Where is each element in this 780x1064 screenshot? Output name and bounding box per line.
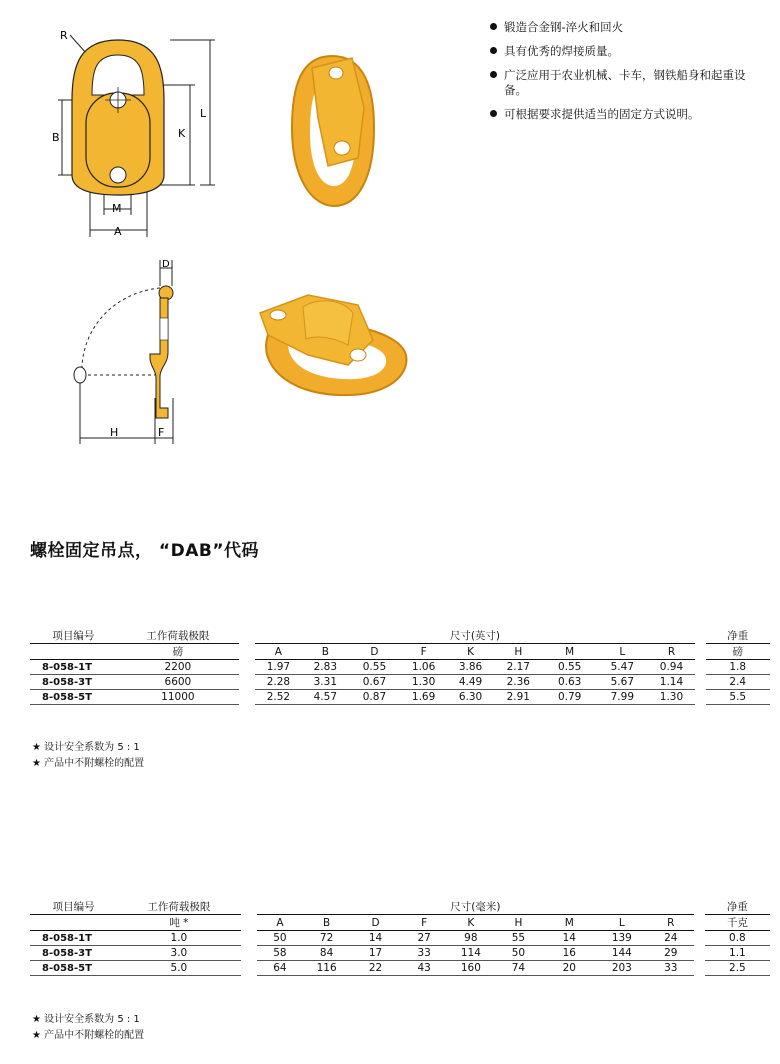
- table-row: [30, 946, 770, 961]
- notes-metric: [32, 1012, 144, 1044]
- col-r: R: [648, 915, 694, 931]
- note-bolts-not-included: ★ 产品中不附螺栓的配置: [32, 1030, 145, 1041]
- col-f: F: [401, 915, 447, 931]
- product-photo-angled: [248, 285, 418, 400]
- unit-weight: 千克: [705, 915, 770, 931]
- cell-wll: 6600: [117, 675, 239, 690]
- cell-dim: 2.52: [255, 690, 302, 705]
- cell-dim: 5.67: [597, 675, 648, 690]
- label-m: M: [112, 202, 122, 215]
- cell-dim: 74: [494, 961, 542, 976]
- note-safety-factor: ★ 设计安全系数为 5 : 1: [32, 742, 140, 753]
- cell-wll: 1.0: [117, 931, 240, 946]
- front-view-drawing: [40, 25, 230, 240]
- spec-table-imperial: [30, 628, 770, 705]
- cell-dim: 2.36: [494, 675, 543, 690]
- side-view-drawing: [60, 258, 210, 458]
- table-row: [30, 961, 770, 976]
- col-r: R: [648, 644, 695, 660]
- header-weight: 净重: [727, 630, 749, 642]
- cell-wll: 3.0: [117, 946, 240, 961]
- cell-dim: 14: [543, 931, 597, 946]
- cell-wll: 5.0: [117, 961, 240, 976]
- header-code: 项目编号: [52, 901, 95, 913]
- table-row: [30, 675, 770, 690]
- label-h: H: [110, 426, 119, 439]
- spec-table-metric: [30, 899, 770, 976]
- unit-wll: 磅: [117, 644, 239, 660]
- feature-item: 广泛应用于农业机械、卡车，钢铁船身和起重设备。: [490, 68, 760, 98]
- cell-dim: 84: [303, 946, 350, 961]
- cell-dim: 1.30: [648, 690, 695, 705]
- col-m: M: [543, 915, 597, 931]
- cell-wll: 11000: [117, 690, 239, 705]
- cell-dim: 1.06: [400, 660, 447, 675]
- note-bolts-not-included: ★ 产品中不附螺栓的配置: [32, 758, 145, 769]
- label-a: A: [114, 225, 122, 238]
- cell-dim: 0.63: [543, 675, 597, 690]
- col-k: K: [447, 915, 494, 931]
- cell-dim: 43: [401, 961, 447, 976]
- cell-dim: 24: [648, 931, 694, 946]
- col-h: H: [494, 915, 542, 931]
- cell-code: 8-058-1T: [30, 931, 117, 946]
- cell-code: 8-058-3T: [30, 675, 117, 690]
- col-d: D: [350, 915, 401, 931]
- cell-code: 8-058-5T: [30, 961, 117, 976]
- cell-dim: 50: [494, 946, 542, 961]
- feature-list: [490, 20, 760, 131]
- cell-dim: 2.83: [302, 660, 349, 675]
- unit-weight: 磅: [706, 644, 770, 660]
- cell-dim: 4.49: [447, 675, 494, 690]
- product-photo-front: [272, 48, 392, 213]
- col-a: A: [255, 644, 302, 660]
- cell-dim: 0.67: [349, 675, 400, 690]
- header-dims: 尺寸(英寸): [449, 630, 501, 642]
- cell-dim: 0.79: [543, 690, 597, 705]
- cell-dim: 1.14: [648, 675, 695, 690]
- cell-dim: 33: [401, 946, 447, 961]
- cell-dim: 0.94: [648, 660, 695, 675]
- label-f: F: [158, 426, 165, 439]
- cell-dim: 2.91: [494, 690, 543, 705]
- cell-dim: 72: [303, 931, 350, 946]
- cell-dim: 55: [494, 931, 542, 946]
- cell-dim: 16: [543, 946, 597, 961]
- header-wll: 工作荷载极限: [146, 630, 210, 642]
- cell-code: 8-058-3T: [30, 946, 117, 961]
- cell-weight: 2.4: [706, 675, 770, 690]
- cell-dim: 58: [257, 946, 303, 961]
- table-row: [30, 931, 770, 946]
- cell-dim: 5.47: [597, 660, 648, 675]
- col-h: H: [494, 644, 543, 660]
- col-k: K: [447, 644, 494, 660]
- cell-dim: 2.17: [494, 660, 543, 675]
- bullet-icon: [490, 23, 497, 30]
- cell-dim: 0.55: [349, 660, 400, 675]
- cell-weight: 2.5: [705, 961, 770, 976]
- label-l: L: [200, 107, 207, 120]
- header-weight: 净重: [726, 901, 748, 913]
- bullet-icon: [490, 110, 497, 117]
- cell-weight: 1.1: [705, 946, 770, 961]
- header-code: 项目编号: [52, 630, 95, 642]
- cell-dim: 0.87: [349, 690, 400, 705]
- cell-dim: 3.31: [302, 675, 349, 690]
- header-wll: 工作荷载极限: [147, 901, 211, 913]
- cell-weight: 5.5: [706, 690, 770, 705]
- cell-dim: 3.86: [447, 660, 494, 675]
- cell-weight: 1.8: [706, 660, 770, 675]
- label-k: K: [178, 127, 186, 140]
- cell-dim: 203: [596, 961, 648, 976]
- unit-wll: 吨 *: [117, 915, 240, 931]
- note-safety-factor: ★ 设计安全系数为 5 : 1: [32, 1014, 140, 1025]
- cell-dim: 7.99: [597, 690, 648, 705]
- cell-dim: 1.30: [400, 675, 447, 690]
- cell-dim: 64: [257, 961, 303, 976]
- cell-dim: 1.97: [255, 660, 302, 675]
- section-title: 螺栓固定吊点， “DAB”代码: [30, 541, 259, 561]
- cell-dim: 98: [447, 931, 494, 946]
- feature-item: 可根据要求提供适当的固定方式说明。: [490, 107, 760, 122]
- cell-dim: 160: [447, 961, 494, 976]
- label-d: D: [162, 259, 170, 270]
- cell-dim: 139: [596, 931, 648, 946]
- cell-dim: 20: [543, 961, 597, 976]
- cell-dim: 144: [596, 946, 648, 961]
- cell-dim: 50: [257, 931, 303, 946]
- label-b: B: [52, 131, 60, 144]
- cell-dim: 22: [350, 961, 401, 976]
- cell-dim: 14: [350, 931, 401, 946]
- feature-item: 具有优秀的焊接质量。: [490, 44, 760, 59]
- notes-imperial: [32, 740, 144, 772]
- cell-dim: 33: [648, 961, 694, 976]
- col-m: M: [543, 644, 597, 660]
- col-b: B: [302, 644, 349, 660]
- col-l: L: [597, 644, 648, 660]
- bullet-icon: [490, 71, 497, 78]
- cell-code: 8-058-5T: [30, 690, 117, 705]
- col-f: F: [400, 644, 447, 660]
- table-row: [30, 660, 770, 675]
- col-l: L: [596, 915, 648, 931]
- cell-dim: 1.69: [400, 690, 447, 705]
- table-row: [30, 690, 770, 705]
- cell-dim: 2.28: [255, 675, 302, 690]
- cell-dim: 27: [401, 931, 447, 946]
- col-d: D: [349, 644, 400, 660]
- cell-dim: 17: [350, 946, 401, 961]
- col-a: A: [257, 915, 303, 931]
- cell-dim: 114: [447, 946, 494, 961]
- cell-dim: 4.57: [302, 690, 349, 705]
- cell-weight: 0.8: [705, 931, 770, 946]
- label-r: R: [60, 29, 68, 42]
- cell-dim: 116: [303, 961, 350, 976]
- cell-code: 8-058-1T: [30, 660, 117, 675]
- bullet-icon: [490, 47, 497, 54]
- cell-dim: 0.55: [543, 660, 597, 675]
- cell-dim: 29: [648, 946, 694, 961]
- cell-wll: 2200: [117, 660, 239, 675]
- col-b: B: [303, 915, 350, 931]
- cell-dim: 6.30: [447, 690, 494, 705]
- header-dims: 尺寸(毫米): [450, 901, 501, 913]
- feature-item: 锻造合金钢-淬火和回火: [490, 20, 760, 35]
